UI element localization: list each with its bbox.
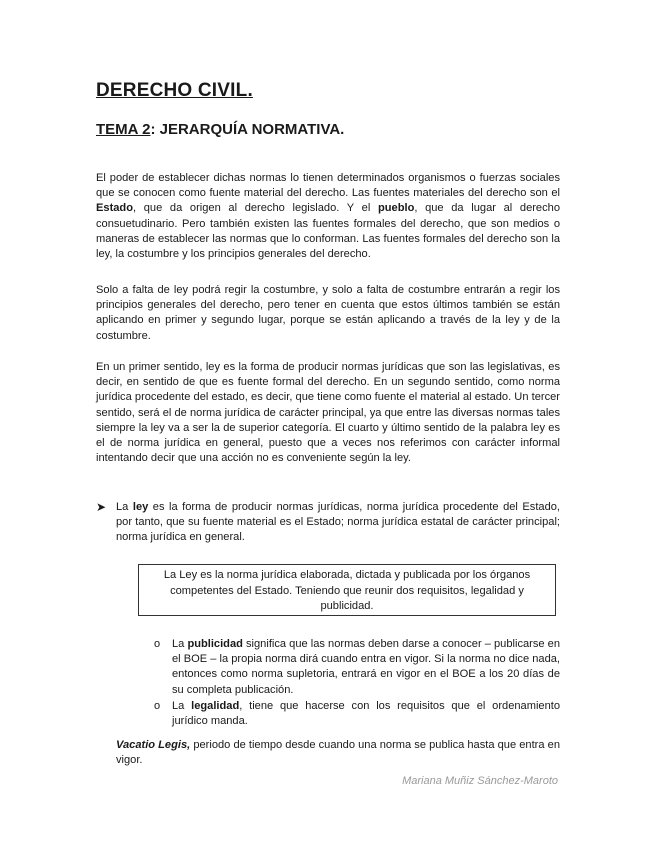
paragraph-sentidos-ley: En un primer sentido, ley es la forma de producir normas jurídicas que son las legislativas, es decir, en sentido de que es fuente formal del derecho. En un segundo sentido, como norma jurídica procedente del estado, es decir, que tiene como fuente el material al estado. Un tercer sentido, será el de norma jurídica de carácter principal, ya que entre las diversas normas tales siempre la ley va a ser la de superior categoría. El cuarto y último sentido de la palabra ley es el de norma jurídica en general, puesto que a veces nos referimos con carácter informal intentando decir que una acción no es conveniente según la ley. [96, 361, 560, 465]
sub-bullet-text [172, 637, 560, 698]
bullet-text [116, 500, 560, 546]
circle-bullet-icon: o [154, 700, 161, 712]
author-footer: Mariana Muñiz Sánchez-Maroto [402, 775, 558, 787]
bold-term: legalidad [191, 700, 240, 712]
topic-number: TEMA 2 [96, 121, 151, 138]
bold-italic-term: Vacatio Legis, [116, 739, 191, 751]
bold-term: pueblo [377, 202, 415, 215]
topic-title: JERARQUÍA NORMATIVA. [159, 121, 345, 138]
sub-bullet-text [172, 699, 560, 729]
sub-bullet-publicidad [154, 637, 560, 698]
text-run: es la forma de producir normas jurídicas, norma jurídica procedente del Estado, por tanto, que su fuente material es el Estado; norma jurídica estatal de carácter principal; norma jurídica en general. [116, 501, 560, 544]
text-run: significa que las normas deben darse a conocer – publicarse en el BOE – la propia norma dirá cuando entra en vigor. Si la norma no dice nada, entonces como norma supletoria, entrará en vigor en el BOE a los 20 días de su completa publicación. [172, 638, 560, 696]
document-title: DERECHO CIVIL. [96, 80, 253, 101]
vacatio-legis-note [116, 738, 560, 768]
paragraph-fuentes [96, 171, 560, 262]
text-run: La [172, 700, 192, 712]
definition-box: La Ley es la norma jurídica elaborada, dictada y publicada por los órganos competentes del Estado. Teniendo que reunir dos requisitos, legalidad y publicidad. [138, 564, 556, 616]
bold-term: Estado [96, 202, 133, 215]
text-run: , que da lugar al derecho consuetudinario. Pero también existen las fuentes formales del derecho, que son medios o maneras de establecer las normas que lo conforman. Las fuentes formales del derecho son la ley, la costumbre y los principios generales del derecho. [96, 202, 560, 261]
topic-separator: : [150, 121, 160, 138]
topic-heading [96, 121, 344, 138]
text-run: La [116, 501, 133, 513]
text-run: periodo de tiempo desde cuando una norma se publica hasta que entra en vigor. [116, 739, 560, 767]
sub-bullet-legalidad [154, 699, 560, 729]
text-run: , tiene que hacerse con los requisitos que el ordenamiento jurídico manda. [172, 700, 561, 728]
bold-term: publicidad [187, 638, 243, 650]
text-run: El poder de establecer dichas normas lo tienen determinados organismos o fuerzas sociales que se conocen como fuente material del derecho. Las fuentes materiales del derecho son el [96, 172, 560, 200]
arrow-bullet-icon: ➤ [96, 500, 107, 514]
text-run: La [172, 638, 188, 650]
text-run: , que da origen al derecho legislado. Y el [133, 202, 378, 215]
bullet-ley [96, 500, 560, 546]
circle-bullet-icon: o [154, 638, 161, 650]
paragraph-costumbre: Solo a falta de ley podrá regir la costumbre, y solo a falta de costumbre entrarán a regir los principios generales del derecho, pero tener en cuenta que estos últimos también se están aplicando en primer y segundo lugar, porque se están aplicando a través de la ley y de la costumbre. [96, 284, 560, 342]
bold-term: ley [132, 501, 149, 513]
